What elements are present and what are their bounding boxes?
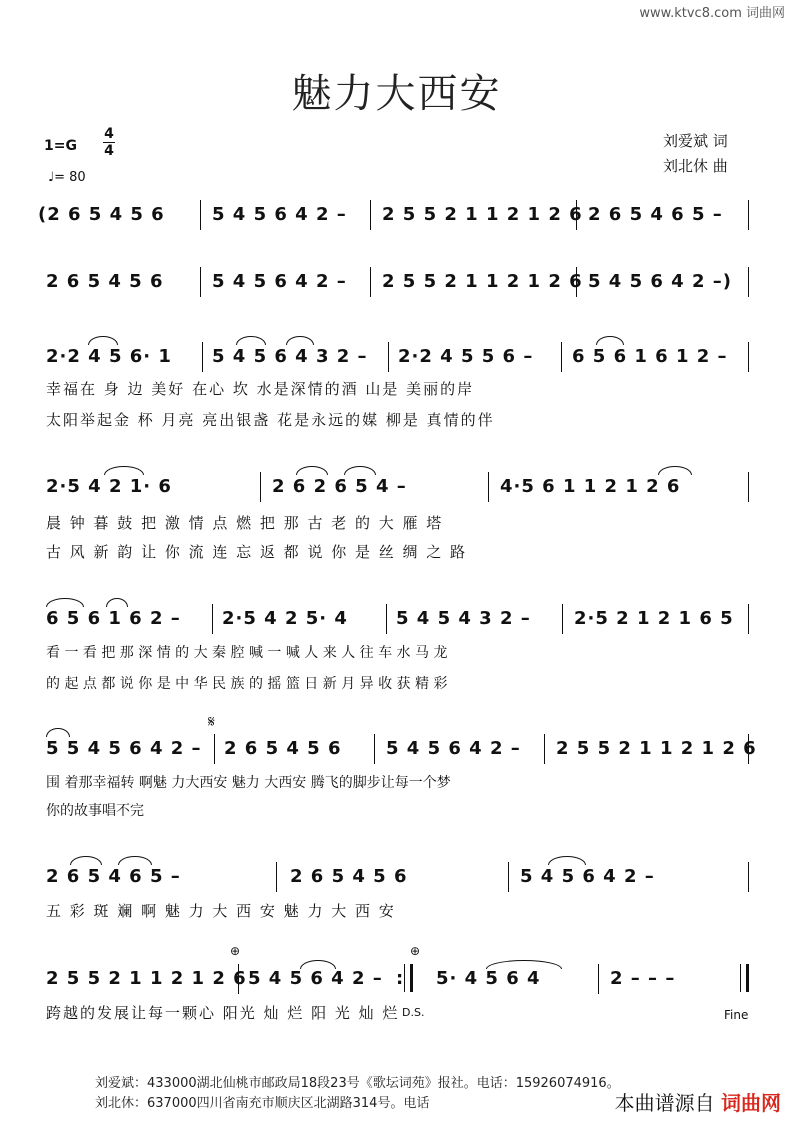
lyric-line-1: 跨越的发展让每一颗心 阳光 灿 烂 阳 光 灿 烂: [46, 1004, 400, 1022]
measure: (2 6 5 4 5 6: [38, 204, 165, 225]
time-signature-bottom: 4: [104, 143, 114, 159]
footer-contact-lyricist: 刘爱斌：433000湖北仙桃市邮政局18段23号《歌坛词苑》报社。电话：15926074916。: [95, 1076, 620, 1091]
measure: 6 5 6 1 6 1 2 –: [572, 346, 728, 367]
measure: 4·5 6 1 1 2 1 2 6: [500, 476, 681, 497]
footer-contact-composer: 刘北休：637000四川省南充市顺庆区北湖路314号。电话: [95, 1096, 430, 1111]
footer-brand-left: 本曲谱源自: [614, 1091, 715, 1115]
measure: 5 4 5 6 4 2 –: [212, 204, 347, 225]
lyric-line-2: 太阳举起金 杯 月亮 亮出银盏 花是永远的媒 柳是 真情的伴: [46, 411, 495, 429]
coda-mark: ⊕: [230, 944, 241, 958]
measure: 5 5 4 5 6 4 2 –: [46, 738, 202, 759]
measure: 2 5 5 2 1 1 2 1 2 6: [556, 738, 757, 759]
lyric-line-2: 的 起 点 都 说 你 是 中 华 民 族 的 摇 篮 日 新 月 异 收 获 精 彩: [46, 676, 448, 692]
repeat-sign: :: [396, 968, 405, 989]
lyric-line-1: 五 彩 斑 斓 啊 魅 力 大 西 安 魅 力 大 西 安: [46, 902, 396, 920]
measure: 5· 4 5 6 4: [436, 968, 541, 989]
measure: 2 6 2 6 5 4 –: [272, 476, 407, 497]
footer-brand: [615, 1087, 781, 1116]
segno-mark: 𝄋: [208, 712, 215, 731]
measure: 2 6 5 4 5 6: [46, 271, 164, 292]
key-signature: 1=G: [44, 138, 77, 154]
measure: 5 4 5 6 4 2 –): [588, 271, 732, 292]
lyric-line-2: 古 风 新 韵 让 你 流 连 忘 返 都 说 你 是 丝 绸 之 路: [46, 543, 468, 561]
measure: 5 4 5 6 4 2 –: [212, 271, 347, 292]
measure: 2 5 5 2 1 1 2 1 2 6: [46, 968, 247, 989]
lyric-line-1: 看 一 看 把 那 深 情 的 大 秦 腔 喊 一 喊 人 来 人 往 车 水 马 龙: [46, 645, 448, 661]
lyric-line-2: 你的故事唱不完: [46, 803, 144, 819]
fine-mark: Fine: [724, 1008, 749, 1022]
watermark: www.ktvc8.com 词曲网: [639, 6, 785, 21]
measure: 2 6 5 4 6 5 –: [46, 866, 181, 887]
time-signature-top: 4: [104, 126, 114, 142]
ds-mark: D.S.: [402, 1006, 425, 1019]
measure: 2·5 2 1 2 1 6 5: [574, 608, 734, 629]
lyric-line-1: 幸福在 身 边 美好 在心 坎 水是深情的酒 山是 美丽的岸: [46, 380, 475, 398]
measure: 5 4 5 6 4 2 –: [520, 866, 655, 887]
measure: 2·5 4 2 5· 4: [222, 608, 348, 629]
time-signature: [103, 126, 115, 159]
measure: 2·5 4 2 1· 6: [46, 476, 172, 497]
measure: 2·2 4 5 5 6 –: [398, 346, 534, 367]
lyricist-credit: 刘爱斌 词: [663, 132, 728, 150]
measure: 5 4 5 6 4 2 –: [386, 738, 521, 759]
measure: 2 5 5 2 1 1 2 1 2 6: [382, 271, 583, 292]
measure: 5 4 5 6 4 2 –: [248, 968, 383, 989]
composer-credit: 刘北休 曲: [663, 157, 728, 175]
lyric-line-1: 晨 钟 暮 鼓 把 激 情 点 燃 把 那 古 老 的 大 雁 塔: [46, 514, 444, 532]
measure: 2 6 5 4 5 6: [290, 866, 408, 887]
measure: 2·2 4 5 6· 1: [46, 346, 172, 367]
measure: 2 6 5 4 6 5 –: [588, 204, 723, 225]
measure: 6 5 6 1 6 2 –: [46, 608, 181, 629]
measure: 2 5 5 2 1 1 2 1 2 6: [382, 204, 583, 225]
footer-brand-right: 词曲网: [721, 1091, 781, 1115]
song-title: 魅力大西安: [291, 71, 502, 117]
coda-mark: ⊕: [410, 944, 421, 958]
tempo-mark: ♩= 80: [48, 170, 86, 185]
measure: 5 4 5 4 3 2 –: [396, 608, 531, 629]
measure: 2 – – –: [610, 968, 676, 989]
measure: 5 4 5 6 4 3 2 –: [212, 346, 368, 367]
lyric-line-1: 围 着那幸福转 啊魅 力大西安 魅力 大西安 腾飞的脚步让每一个梦: [46, 775, 451, 791]
measure: 2 6 5 4 5 6: [224, 738, 342, 759]
